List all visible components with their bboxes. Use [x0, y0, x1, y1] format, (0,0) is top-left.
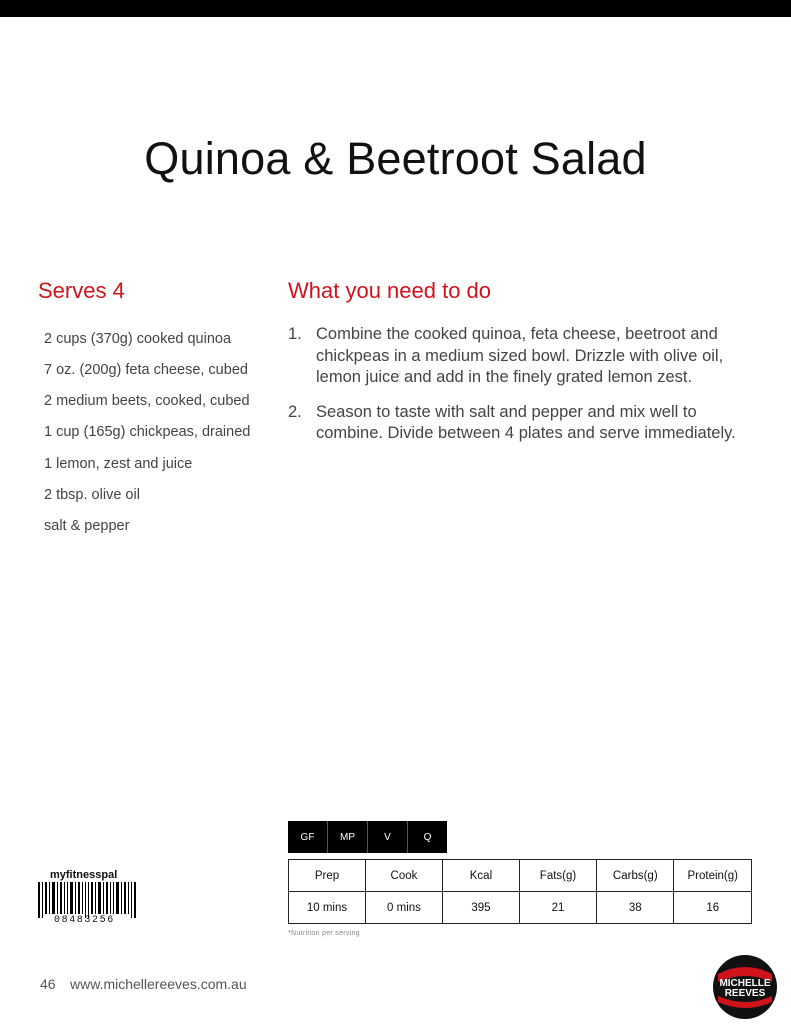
nutrition-footnote: *Nutrition per serving	[288, 930, 360, 937]
nutrition-header: Prep	[289, 860, 366, 892]
page-number: 46	[40, 976, 56, 992]
michelle-reeves-logo	[712, 954, 778, 1020]
ingredient-item: 2 tbsp. olive oil	[44, 487, 140, 503]
ingredient-item: 1 lemon, zest and juice	[44, 456, 193, 472]
step-number: 2.	[288, 402, 302, 421]
barcode-digits: 08483256	[54, 915, 115, 926]
myfitnesspal-label: myfitnesspal	[50, 869, 118, 881]
ingredient-item: 2 cups (370g) cooked quinoa	[44, 331, 232, 347]
nutrition-header: Fats(g)	[519, 860, 596, 892]
nutrition-value-row	[289, 892, 752, 924]
top-bar	[0, 0, 791, 17]
nutrition-header: Protein(g)	[674, 860, 752, 892]
logo-line2: REEVES	[724, 988, 766, 999]
recipe-title: Quinoa & Beetroot Salad	[144, 133, 647, 184]
ingredient-item: 7 oz. (200g) feta cheese, cubed	[44, 362, 248, 378]
nutrition-header: Carbs(g)	[597, 860, 674, 892]
ingredient-list	[44, 330, 274, 536]
ingredient-item: 1 cup (165g) chickpeas, drained	[44, 424, 251, 440]
diet-tag: GF	[288, 821, 328, 853]
diet-tags	[288, 821, 447, 853]
nutrition-value: 395	[442, 892, 519, 924]
nutrition-value: 16	[674, 892, 752, 924]
method-heading: What you need to do	[288, 278, 492, 303]
step-text: Combine the cooked quinoa, feta cheese, beetroot and chickpeas in a medium sized bowl. Drizzle with olive oil, lemon juice and add in the finely grated lemon zest.	[316, 325, 724, 386]
ingredient-item: 2 medium beets, cooked, cubed	[44, 393, 250, 409]
nutrition-value: 38	[597, 892, 674, 924]
nutrition-header: Cook	[365, 860, 442, 892]
logo-line1: MICHELLE	[719, 978, 771, 989]
method-steps	[288, 324, 738, 445]
nutrition-value: 21	[519, 892, 596, 924]
step-number: 1.	[288, 325, 302, 343]
nutrition-header: Kcal	[442, 860, 519, 892]
method-step	[288, 402, 738, 445]
website-link[interactable]: www.michellereeves.com.au	[70, 976, 247, 992]
nutrition-value: 0 mins	[365, 892, 442, 924]
nutrition-table	[288, 859, 752, 924]
diet-tag: Q	[408, 821, 447, 853]
ingredient-item: salt & pepper	[44, 518, 130, 534]
nutrition-value: 10 mins	[289, 892, 366, 924]
nutrition-header-row	[289, 860, 752, 892]
serves-heading: Serves 4	[38, 278, 125, 303]
step-text: Season to taste with salt and pepper and mix well to combine. Divide between 4 plates and serve immediately.	[316, 402, 736, 442]
diet-tag: MP	[328, 821, 368, 853]
diet-tag: V	[368, 821, 408, 853]
barcode-icon	[38, 882, 138, 918]
method-step	[288, 324, 738, 389]
